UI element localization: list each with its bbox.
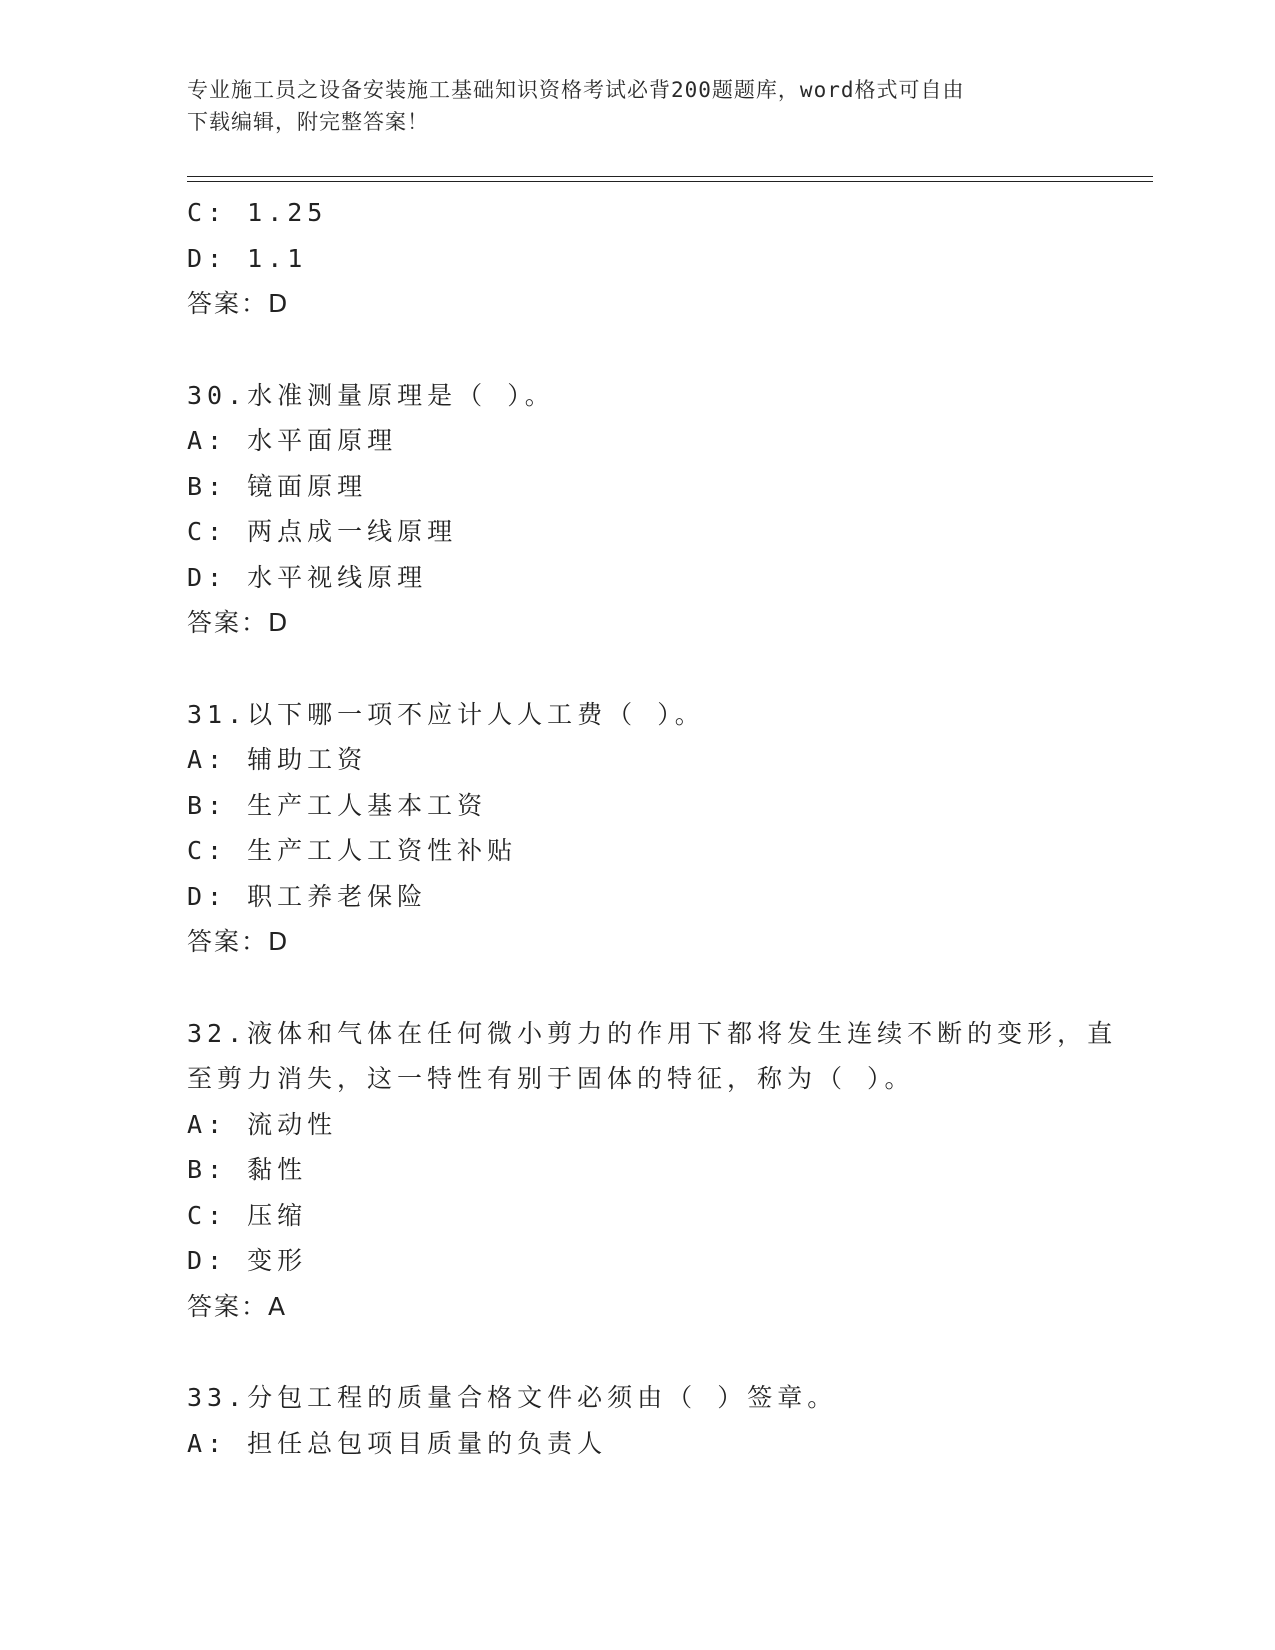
answer-line: 答案：D — [187, 608, 290, 637]
spacer — [187, 646, 1087, 692]
option-d: D: 变形 — [187, 1246, 308, 1275]
answer-line: 答案：A — [187, 1291, 288, 1321]
option-d: D: 职工养老保险 — [187, 881, 428, 911]
document-header — [187, 74, 1067, 138]
question-block-31 — [187, 692, 1087, 965]
header-line-1: 专业施工员之设备安装施工基础知识资格考试必背200题题库，word格式可自由 — [187, 78, 965, 102]
header-line-2: 下载编辑，附完整答案！ — [187, 110, 429, 134]
option-c: C: 生产工人工资性补贴 — [187, 836, 518, 865]
spacer — [187, 965, 1087, 1011]
option-d: D: 1.1 — [187, 243, 308, 273]
question-text: 30.水准测量原理是（ ）。 — [187, 380, 555, 410]
option-a: A: 担任总包项目质量的负责人 — [187, 1428, 608, 1458]
header-divider — [187, 176, 1153, 182]
question-block-32 — [187, 1011, 1118, 1330]
option-d: D: 水平视线原理 — [187, 562, 428, 592]
option-a: A: 流动性 — [187, 1109, 338, 1139]
option-c: C: 压缩 — [187, 1200, 308, 1230]
option-c: C: 1.25 — [187, 198, 328, 227]
answer-line: 答案：D — [187, 289, 290, 318]
question-text: 31.以下哪一项不应计人人工费（ ）。 — [187, 699, 705, 729]
option-a: A: 水平面原理 — [187, 426, 398, 455]
document-content — [187, 190, 1118, 1466]
question-text-line-2: 至剪力消失，这一特性有别于固体的特征，称为（ ）。 — [187, 1064, 915, 1093]
spacer — [187, 327, 1087, 373]
spacer — [187, 1329, 1087, 1375]
question-text: 33.分包工程的质量合格文件必须由（ ）签章。 — [187, 1383, 838, 1412]
answer-line: 答案：D — [187, 927, 290, 956]
option-b: B: 生产工人基本工资 — [187, 790, 488, 820]
question-block-29 — [187, 190, 1087, 327]
option-b: B: 镜面原理 — [187, 471, 368, 501]
question-block-33 — [187, 1375, 1087, 1466]
option-b: B: 黏性 — [187, 1155, 308, 1184]
option-c: C: 两点成一线原理 — [187, 517, 458, 546]
question-text-line-1: 32.液体和气体在任何微小剪力的作用下都将发生连续不断的变形，直 — [187, 1018, 1118, 1048]
option-a: A: 辅助工资 — [187, 745, 368, 774]
question-block-30 — [187, 373, 1087, 646]
